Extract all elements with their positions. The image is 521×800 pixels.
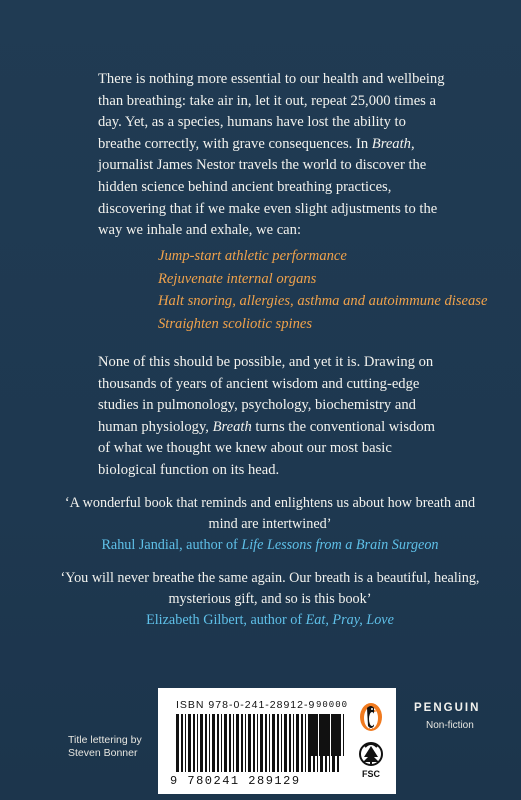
blurb-intro (98, 69, 448, 242)
barcode-bar (209, 714, 210, 772)
barcode-bar (212, 714, 215, 772)
blurb-book-title: Breath (371, 135, 411, 152)
benefit-item: Halt snoring, allergies, asthma and autoimmune disease (158, 293, 488, 310)
barcode-bar (188, 714, 191, 772)
blurb-body-title: Breath (212, 418, 252, 435)
benefit-list (158, 245, 487, 335)
credit-line: Title lettering by (68, 734, 142, 746)
barcode-bar (221, 714, 222, 772)
barcode-bar (331, 714, 332, 756)
quote-attribution (146, 612, 394, 628)
quote-author: Rahul Jandial, author of (101, 537, 242, 553)
barcode-bar (229, 714, 231, 772)
fsc-tree-icon (357, 741, 385, 781)
barcode-bar (343, 714, 344, 756)
quote-attribution (101, 537, 438, 553)
benefit-item: Jump-start athletic performance (158, 248, 347, 264)
blurb-intro-text-2: , journalist James Nestor travels the world to discover the hidden science behind ancient breathing practices, discovering that if we make even slight adjustments to the way we inhale and exhale, we can: (98, 135, 438, 239)
barcode-panel (158, 688, 396, 794)
benefit-item: Straighten scoliotic spines (158, 315, 313, 332)
barcode-bar (339, 714, 341, 756)
blurb-body (98, 352, 448, 482)
barcode-bar (277, 714, 279, 772)
isbn-digits: 9 780241 289129 (170, 774, 301, 788)
isbn-label: ISBN 978-0-241-28912-9 (176, 699, 316, 711)
barcode-bar (248, 714, 251, 772)
benefit-item: Rejuvenate internal organs (158, 270, 317, 287)
barcode-bar (236, 714, 239, 772)
barcode-bar (217, 714, 219, 772)
barcode-bar (176, 714, 179, 772)
barcode-bar (257, 714, 258, 772)
price-barcode (310, 714, 346, 756)
barcode-bar (305, 714, 306, 772)
barcode-bar (284, 714, 287, 772)
barcode-bar (281, 714, 282, 772)
barcode-bar (301, 714, 303, 772)
penguin-logo-icon (359, 702, 383, 732)
barcode-bar (193, 714, 195, 772)
barcode-bar (185, 714, 186, 772)
barcode-bar (260, 714, 263, 772)
barcode-bar (269, 714, 270, 772)
barcode-bar (296, 714, 299, 772)
blurb-body-text-2: turns the conventional wisdom of what we thought we knew about our most basic biological function on its head. (98, 418, 435, 478)
review-quote-2 (60, 568, 480, 631)
quote-work-title: Eat, Pray, Love (305, 612, 394, 628)
review-quote-1 (60, 493, 480, 556)
lettering-credit (68, 734, 142, 760)
barcode-bar (233, 714, 234, 772)
barcode-bar (265, 714, 267, 772)
barcode-bar (327, 714, 329, 756)
barcode-bar (272, 714, 275, 772)
barcode-bar (334, 714, 337, 756)
barcode-bar (245, 714, 246, 772)
fsc-label: FSC (362, 769, 380, 779)
quote-author: Elizabeth Gilbert, author of (146, 612, 306, 628)
price-code: 90000 (316, 700, 349, 710)
publisher-name: PENGUIN (414, 702, 481, 714)
barcode-bar (253, 714, 255, 772)
quote-text: ‘A wonderful book that reminds and enlightens us about how breath and mind are intertwined’ (64, 495, 476, 532)
blurb-intro-text-1: There is nothing more essential to our health and wellbeing than breathing: take air in, let it out, repeat 25,000 times a day. Yet, as a species, humans have lost the ability to breathe correctly, with grave consequences. In (98, 71, 445, 152)
barcode-bar (241, 714, 243, 772)
barcode-bar (289, 714, 291, 772)
barcode-bar (200, 714, 203, 772)
barcode-bar (197, 714, 198, 772)
barcode-bar (293, 714, 294, 772)
blurb-body-text-1: None of this should be possible, and yet it is. Drawing on thousands of years of ancient wisdom and cutting-edge studies in pulmonology, psychology, biochemistry and human physiology, (98, 354, 434, 435)
quote-text: ‘You will never breathe the same again. Our breath is a beautiful, healing, mysterious gift, and so is this book’ (60, 570, 480, 607)
barcode-bar (315, 714, 317, 756)
barcode-bar (181, 714, 183, 772)
barcode-bar (310, 714, 313, 756)
quote-work-title: Life Lessons from a Brain Surgeon (241, 537, 439, 553)
barcode-bar (322, 714, 325, 756)
credit-name: Steven Bonner (68, 747, 138, 759)
barcode-bar (319, 714, 320, 756)
book-category: Non-fiction (426, 720, 474, 731)
barcode-bar (205, 714, 207, 772)
barcode-bar (224, 714, 227, 772)
